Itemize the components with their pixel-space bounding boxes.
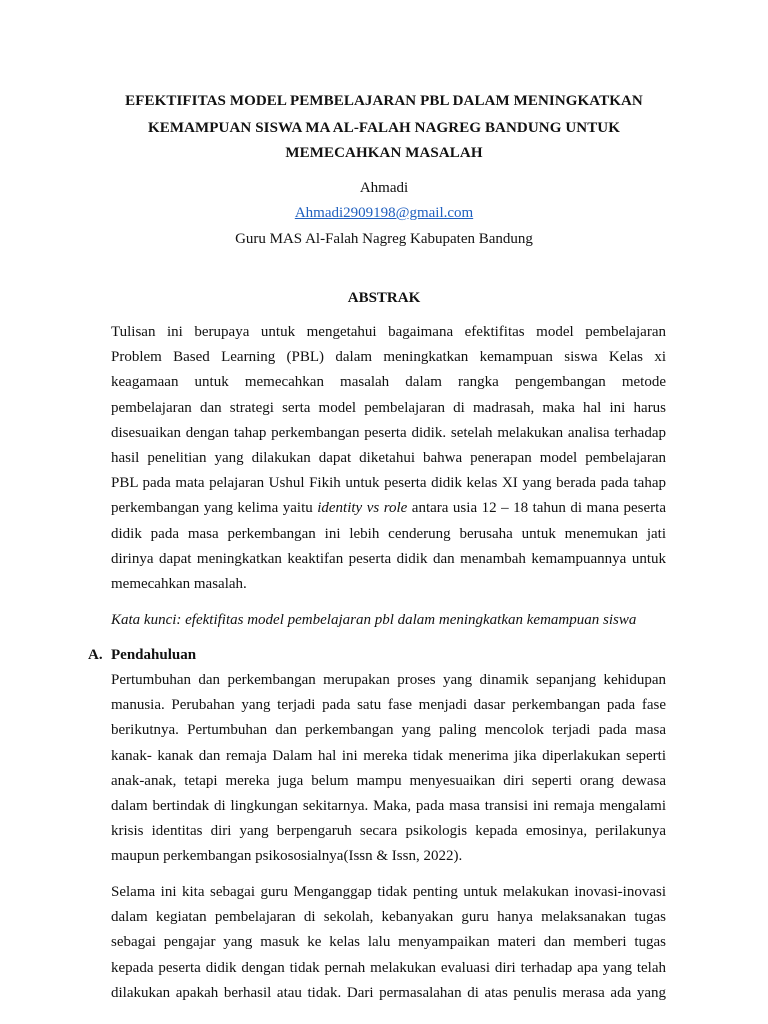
author-affiliation: Guru MAS Al-Falah Nagreg Kabupaten Bandung	[235, 231, 533, 247]
title-line-3: MEMECAHKAN MASALAH	[285, 145, 483, 161]
section-number: A.	[88, 647, 103, 663]
paragraph-line: maupun perkembangan psikososialnya(Issn & Issn, 2022).	[111, 848, 463, 865]
paragraph-line: dalam bertindak di lingkungan sekitarnya. Maka, pada masa transisi ini remaja mengalami	[111, 797, 666, 814]
section-title: Pendahuluan	[111, 647, 197, 663]
abstract-line-8-after: antara usia 12 – 18 tahun di mana peserta	[407, 500, 666, 517]
abstract-line: hasil penelitian yang dilakukan dapat diketahui bahwa penerapan model pembelajaran	[111, 449, 666, 466]
abstract-body	[111, 320, 666, 597]
paragraph-line: dilakukan apakah berhasil atau tidak. Dari permasalahan di atas penulis merasa ada yang	[111, 984, 666, 1001]
abstract-line: dirinya dapat meningkatkan keaktifan peserta didik dan menambah kemampuannya untuk	[111, 550, 666, 567]
abstract-italic-term: identity vs role	[317, 500, 408, 517]
paragraph-line: Pertumbuhan dan perkembangan merupakan proses yang dinamik sepanjang kehidupan	[111, 672, 666, 688]
abstract-line: Problem Based Learning (PBL) dalam meningkatkan kemampuan siswa Kelas xi	[111, 349, 666, 366]
intro-paragraph-2	[111, 880, 666, 1006]
paragraph-line: sebagai pengajar yang masuk ke kelas lalu menyampaikan materi dan memberi tugas	[111, 934, 666, 951]
abstract-line: pembelajaran dan strategi serta model pembelajaran di madrasah, maka hal ini harus	[111, 399, 666, 416]
abstract-line: memecahkan masalah.	[111, 575, 247, 592]
abstract-line: didik pada masa perkembangan ini lebih cenderung berusaha untuk menemukan jati	[111, 525, 666, 542]
section-heading	[88, 647, 196, 664]
author-email-line	[0, 205, 768, 222]
abstract-line-mixed	[111, 496, 666, 521]
abstract-line-8-before: perkembangan yang kelima yaitu	[111, 500, 318, 517]
title-line-2: KEMAMPUAN SISWA MA AL-FALAH NAGREG BANDUNG UNTUK	[147, 120, 621, 136]
abstract-line: disesuaikan dengan tahap perkembangan peserta didik. setelah melakukan analisa terhadap	[111, 424, 666, 441]
keywords: Kata kunci: efektifitas model pembelajaran pbl dalam meningkatkan kemampuan siswa	[111, 612, 637, 628]
abstract-line: keagamaan untuk memecahkan masalah dalam rangka pengembangan metode	[111, 374, 666, 391]
abstract-heading: ABSTRAK	[347, 290, 421, 306]
abstract-line: PBL pada mata pelajaran Ushul Fikih untuk peserta didik kelas XI yang berada pada tahap	[111, 475, 666, 492]
paragraph-line: dalam kegiatan pembelajaran di sekolah, kebanyakan guru hanya melaksanakan tugas	[111, 909, 666, 926]
paragraph-line: kepada peserta didik dengan tidak pernah melakukan evaluasi diri terhadap apa yang telah	[111, 959, 666, 976]
paragraph-line: manusia. Perubahan yang terjadi pada satu fase menjadi dasar perkembangan pada fase	[111, 697, 666, 714]
title-line-1: EFEKTIFITAS MODEL PEMBELAJARAN PBL DALAM MENINGKATKAN	[125, 93, 643, 109]
abstract-line: Tulisan ini berupaya untuk mengetahui bagaimana efektifitas model pembelajaran	[111, 324, 666, 340]
paragraph-line: kanak- kanak dan remaja Dalam hal ini mereka tidak menerima jika diperlakukan seperti	[111, 747, 666, 764]
author-email-link[interactable]: Ahmadi2909198@gmail.com	[294, 205, 474, 221]
paragraph-line: anak-anak, tetapi mereka juga belum mampu menyesuaikan diri seperti orang dewasa	[111, 772, 666, 789]
paragraph-line: krisis identitas diri yang berpengaruh secara psikologis kepada emosinya, perilakunya	[111, 823, 666, 840]
author-name: Ahmadi	[359, 180, 409, 196]
intro-paragraph-1	[111, 668, 666, 870]
paragraph-line: berikutnya. Pertumbuhan dan perkembangan yang paling mencolok terjadi pada masa	[111, 722, 666, 739]
paragraph-line: Selama ini kita sebagai guru Menganggap tidak penting untuk melakukan inovasi-inovasi	[111, 884, 666, 900]
